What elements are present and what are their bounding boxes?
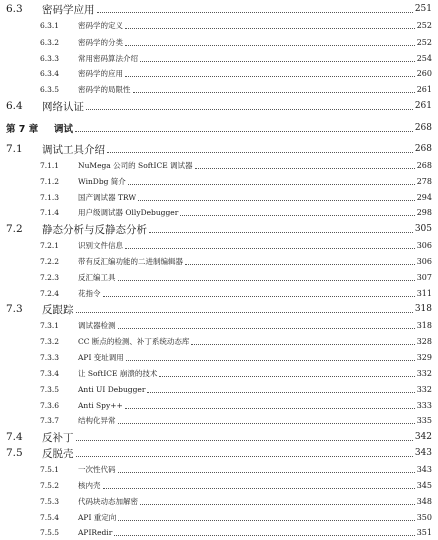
toc-title: 国产调试器 TRW <box>78 193 137 202</box>
toc-row-subsection <box>0 478 438 493</box>
toc-number: 7.2 <box>6 223 23 235</box>
toc-row-subsection <box>0 398 438 413</box>
toc-title: 密码学的定义 <box>78 21 123 30</box>
toc-number: 7.2.3 <box>40 273 60 282</box>
toc-page: 318 <box>416 321 432 330</box>
toc-row-subsection <box>0 174 438 189</box>
toc-row-subsection <box>0 350 438 365</box>
toc-leader <box>125 248 415 249</box>
toc-title: APIRedir <box>78 527 113 537</box>
toc-number: 7.3.1 <box>40 321 60 330</box>
toc-leader <box>118 423 415 424</box>
toc-page: 260 <box>416 69 432 78</box>
toc-title: 调试工具介绍 <box>42 143 105 156</box>
toc-number: 7.4 <box>6 431 23 443</box>
toc-page: 348 <box>416 497 432 506</box>
toc-title: 密码学的分类 <box>78 38 123 47</box>
toc-leader <box>125 408 415 409</box>
toc-row-subsection <box>0 494 438 509</box>
toc-title: 密码学应用 <box>42 3 95 16</box>
toc-row-section <box>0 429 438 445</box>
toc-page: 268 <box>414 123 432 133</box>
toc-leader <box>103 296 415 297</box>
toc-row-subsection <box>0 525 438 539</box>
toc-number: 7.1 <box>6 143 23 155</box>
toc-title: 静态分析与反静态分析 <box>42 223 147 236</box>
toc-number: 6.4 <box>6 100 23 112</box>
toc-leader <box>125 28 415 29</box>
toc-page: 343 <box>414 448 432 458</box>
toc-row-chapter <box>0 120 438 136</box>
toc-number: 6.3.5 <box>40 85 60 94</box>
toc-leader <box>76 312 413 313</box>
toc-title: 密码学的局限性 <box>78 85 131 94</box>
toc-page: 318 <box>414 304 432 314</box>
toc-number: 7.1.1 <box>40 161 60 170</box>
toc-number: 7.5 <box>6 447 23 459</box>
toc-page: 268 <box>416 161 432 170</box>
toc-page: 305 <box>414 224 432 234</box>
toc-number: 7.5.2 <box>40 481 60 490</box>
toc-number: 6.3.3 <box>40 54 60 63</box>
toc-row-subsection <box>0 82 438 97</box>
toc-page: 294 <box>416 193 432 202</box>
toc-leader <box>118 280 415 281</box>
toc-leader <box>76 440 413 441</box>
toc-title: 反脱壳 <box>42 447 74 460</box>
toc-number: 6.3.4 <box>40 69 60 78</box>
toc-title: 反补丁 <box>42 431 74 444</box>
toc-leader <box>125 45 415 46</box>
toc-number: 第 7 章 <box>6 124 39 135</box>
toc-title: 带有反汇编功能的二进制编辑器 <box>78 257 183 266</box>
toc-row-subsection <box>0 318 438 333</box>
toc-title: NuMega 公司的 SoftICE 调试器 <box>78 161 193 170</box>
toc-row-subsection <box>0 334 438 349</box>
toc-number: 6.3.2 <box>40 38 60 47</box>
toc-number: 7.2.4 <box>40 289 60 298</box>
toc-leader <box>159 376 414 377</box>
toc-page: 332 <box>416 385 432 394</box>
toc-title: 调试器检测 <box>78 321 116 330</box>
toc-page: 335 <box>416 416 432 425</box>
toc-title: CC 断点的检测、补丁系统动态库 <box>78 337 190 346</box>
toc-title: 常用密码算法介绍 <box>78 54 138 63</box>
toc-page: 328 <box>416 337 432 346</box>
toc-page: 261 <box>414 101 432 111</box>
toc-page: 261 <box>416 85 432 94</box>
toc-title: 代码块动态加解密 <box>78 497 138 506</box>
toc-row-subsection <box>0 382 438 397</box>
toc-number: 7.1.3 <box>40 193 60 202</box>
toc-row-subsection <box>0 158 438 173</box>
toc-leader <box>180 215 414 216</box>
toc-row-subsection <box>0 66 438 81</box>
toc-leader <box>118 472 415 473</box>
toc-title: Anti Spy++ <box>78 401 123 410</box>
toc-leader <box>191 344 414 345</box>
toc-number: 7.3.6 <box>40 401 60 410</box>
toc-title: Anti UI Debugger <box>78 385 146 394</box>
toc-leader <box>149 232 413 233</box>
toc-number: 7.3.7 <box>40 416 60 425</box>
toc-row-section <box>0 2 438 16</box>
toc-leader <box>128 184 415 185</box>
toc-title: 一次性代码 <box>78 465 116 474</box>
toc-title: 结构化异常 <box>78 416 116 425</box>
toc-number: 7.3.4 <box>40 369 60 378</box>
toc-row-section <box>0 221 438 237</box>
toc-page: 251 <box>414 4 432 14</box>
toc-page: 307 <box>416 273 432 282</box>
toc-leader <box>103 488 415 489</box>
toc-row-subsection <box>0 18 438 33</box>
toc-leader <box>114 535 414 536</box>
toc-row-section <box>0 445 438 461</box>
toc-leader <box>195 168 415 169</box>
toc-number: 7.1.4 <box>40 208 60 217</box>
toc-title: API 重定向 <box>78 513 117 522</box>
toc-page: 298 <box>416 208 432 217</box>
toc-title: 调试 <box>54 124 74 135</box>
toc-number: 6.3 <box>6 3 23 15</box>
toc-number: 7.5.5 <box>40 527 60 537</box>
toc-number: 7.2.1 <box>40 241 60 250</box>
toc-leader <box>138 200 415 201</box>
toc-row-section <box>0 141 438 157</box>
toc-title: 花指令 <box>78 289 101 298</box>
toc-leader <box>125 76 415 77</box>
toc-number: 7.5.4 <box>40 513 60 522</box>
toc-page: 329 <box>416 353 432 362</box>
toc-page: 342 <box>414 432 432 442</box>
toc-row-subsection <box>0 51 438 66</box>
toc-page: 254 <box>416 54 432 63</box>
toc-row-subsection <box>0 254 438 269</box>
toc-number: 7.5.1 <box>40 465 60 474</box>
toc-number: 7.1.2 <box>40 177 60 186</box>
toc-row-subsection <box>0 238 438 253</box>
toc-page: 278 <box>416 177 432 186</box>
toc-row-subsection <box>0 190 438 205</box>
toc-leader <box>75 131 413 132</box>
toc-leader <box>140 61 415 62</box>
toc-title: 核内壳 <box>78 481 101 490</box>
toc-page: 350 <box>416 513 432 522</box>
toc-page: 252 <box>416 38 432 47</box>
toc-page: 306 <box>416 257 432 266</box>
toc-page: 332 <box>416 369 432 378</box>
toc-row-section <box>0 98 438 114</box>
toc-leader <box>107 152 413 153</box>
toc-title: 网络认证 <box>42 100 84 113</box>
toc-page: 333 <box>416 401 432 410</box>
toc-row-subsection <box>0 366 438 381</box>
toc-page: 345 <box>416 481 432 490</box>
toc-leader <box>97 12 413 13</box>
toc-row-section <box>0 301 438 317</box>
toc-number: 7.3 <box>6 303 23 315</box>
toc-number: 6.3.1 <box>40 21 60 30</box>
toc-row-subsection <box>0 286 438 301</box>
toc-title: 密码学的应用 <box>78 69 123 78</box>
toc-title: 识别文件信息 <box>78 241 123 250</box>
toc-title: 反跟踪 <box>42 303 74 316</box>
toc-page: 343 <box>416 465 432 474</box>
toc-row-subsection <box>0 462 438 477</box>
toc-number: 7.3.2 <box>40 337 60 346</box>
toc-title: 反汇编工具 <box>78 273 116 282</box>
toc-title: API 变址调用 <box>78 353 124 362</box>
toc-leader <box>126 360 415 361</box>
toc-page: 268 <box>414 144 432 154</box>
toc-leader <box>140 504 415 505</box>
toc-leader <box>118 328 415 329</box>
toc-page: 351 <box>416 527 432 537</box>
toc-leader <box>118 520 414 521</box>
toc-page: 311 <box>416 289 432 298</box>
toc-number: 7.3.5 <box>40 385 60 394</box>
toc-title: 让 SoftICE 崩溃的技术 <box>78 369 158 378</box>
toc-row-subsection <box>0 270 438 285</box>
toc-title: WinDbg 简介 <box>78 177 126 186</box>
toc-row-subsection <box>0 510 438 525</box>
toc-page: 252 <box>416 21 432 30</box>
toc-row-subsection <box>0 413 438 428</box>
toc-row-subsection <box>0 205 438 220</box>
toc-row-subsection <box>0 35 438 50</box>
toc-title: 用户级调试器 OllyDebugger <box>78 208 179 217</box>
toc-leader <box>147 392 414 393</box>
toc-number: 7.5.3 <box>40 497 60 506</box>
toc-page: 306 <box>416 241 432 250</box>
toc-leader <box>185 264 415 265</box>
toc-number: 7.3.3 <box>40 353 60 362</box>
toc-number: 7.2.2 <box>40 257 60 266</box>
toc-leader <box>76 456 413 457</box>
toc-leader <box>86 109 413 110</box>
toc-leader <box>133 92 415 93</box>
